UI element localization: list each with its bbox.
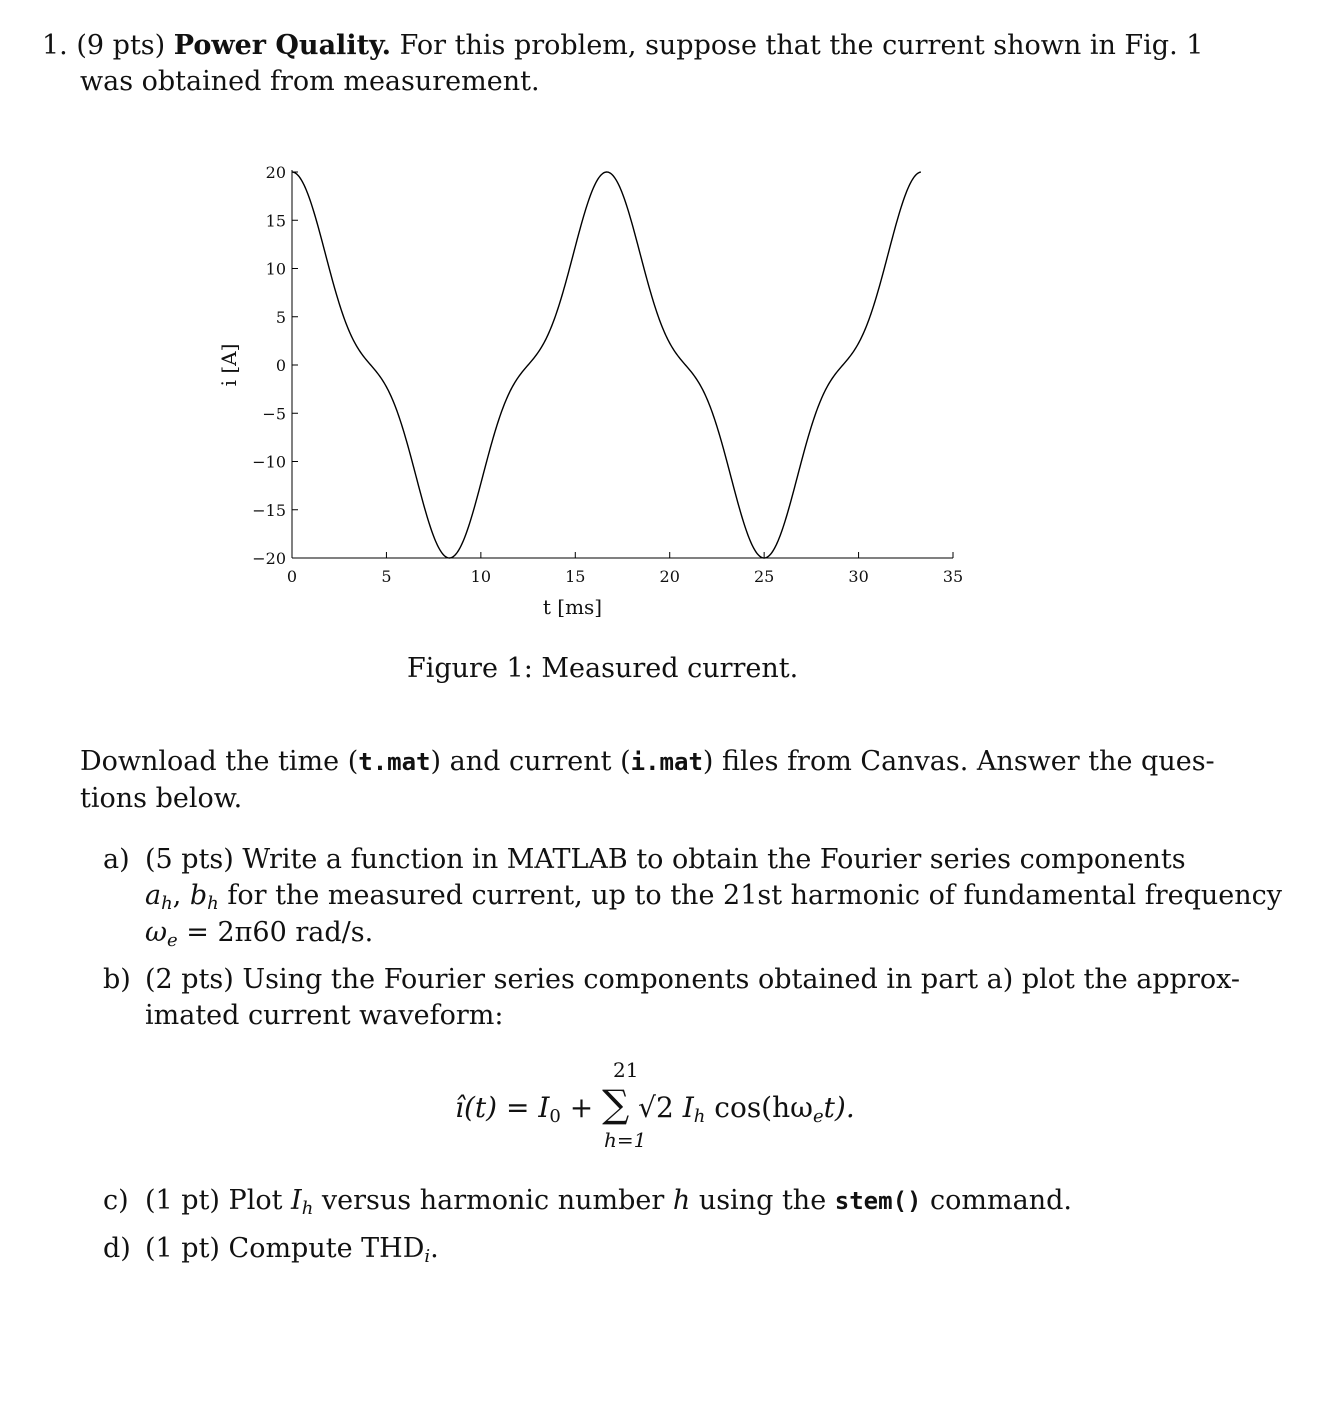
part-c-label: c) xyxy=(103,1185,129,1216)
i0-sub: 0 xyxy=(549,1106,561,1127)
part-d-line xyxy=(145,1231,439,1275)
omega-symbol: ω xyxy=(145,917,168,948)
part-a-line-3-text: = 2π60 rad/s. xyxy=(177,917,374,948)
y-tick-label: −10 xyxy=(252,452,286,472)
sum-sign: ∑ xyxy=(602,1082,630,1126)
y-tick-label: 5 xyxy=(275,307,286,327)
part-c-line xyxy=(145,1183,1072,1227)
part-d-text: (1 pt) Compute THD xyxy=(145,1233,425,1264)
sqrt-two: √2 xyxy=(638,1091,674,1124)
part-d-period: . xyxy=(430,1233,439,1264)
part-c-text-1: (1 pt) Plot xyxy=(145,1185,292,1216)
y-tick-label: −5 xyxy=(262,404,286,424)
x-tick-label: 5 xyxy=(381,567,392,586)
equation-plus: + xyxy=(560,1091,603,1124)
y-tick-label: 20 xyxy=(265,163,286,182)
x-tick-label: 0 xyxy=(286,567,298,586)
download-line-2: tions below. xyxy=(80,783,243,814)
part-c-text-2: versus harmonic number xyxy=(313,1185,673,1216)
problem-number: 1. xyxy=(42,30,68,61)
equation-tail: t). xyxy=(823,1091,855,1124)
problem-intro-1: For this problem, suppose that the current shown in Fig. 1 xyxy=(399,30,1204,61)
problem-line-1 xyxy=(42,28,1203,64)
part-a-line-2: $a_h$, $b_h$ for the measured current, up to the 21st harmonic of fundamental frequency xyxy=(145,880,1283,914)
part-c-text-4: command. xyxy=(921,1185,1072,1216)
c-i-h-symbol: I xyxy=(291,1185,302,1216)
fourier-equation xyxy=(455,1082,855,1127)
part-b-line-2: imated current waveform: xyxy=(145,1000,504,1031)
part-d-label: d) xyxy=(103,1233,131,1264)
c-i-h-sub: h xyxy=(301,1198,314,1219)
y-tick-label: 0 xyxy=(275,356,286,375)
current-waveform-line xyxy=(292,172,921,558)
part-c-text-3: using the xyxy=(690,1185,835,1216)
thd-i-sub: i xyxy=(424,1246,431,1267)
stem-command: stem() xyxy=(834,1187,922,1215)
i-file-name: i.mat xyxy=(630,748,703,776)
x-axis-label: t [ms] xyxy=(542,595,603,619)
y-tick-label: 15 xyxy=(265,211,286,231)
problem-points: (9 pts) xyxy=(76,30,166,61)
y-tick-label: −15 xyxy=(252,500,286,520)
omega-e-sub: e xyxy=(167,930,178,951)
a-h-sub: h xyxy=(161,893,173,914)
x-tick-label: 25 xyxy=(753,567,775,586)
t-file-name: t.mat xyxy=(358,748,431,776)
x-tick-label: 20 xyxy=(659,567,680,586)
i-h-symbol: I xyxy=(673,1091,694,1124)
figure-caption: Figure 1: Measured current. xyxy=(407,653,799,684)
x-tick-label: 30 xyxy=(848,567,869,586)
x-tick-label: 15 xyxy=(565,567,586,586)
sum-upper-limit: 21 xyxy=(613,1058,639,1082)
part-b-line-1: (2 pts) Using the Fourier series components obtained in part a) plot the approx- xyxy=(145,964,1240,995)
part-a-line-3 xyxy=(145,915,373,959)
y-tick-label: −20 xyxy=(252,549,286,568)
problem-title: Power Quality. xyxy=(173,30,392,61)
a-h-symbol: a xyxy=(145,880,162,911)
i-h-sub: h xyxy=(693,1106,706,1127)
y-axis-label: i [A] xyxy=(217,343,241,387)
y-tick-label: 10 xyxy=(265,259,286,279)
download-text-2: ) and current ( xyxy=(430,746,631,777)
part-a-label: a) xyxy=(103,844,130,875)
download-text-3: ) files from Canvas. Answer the ques- xyxy=(702,746,1215,777)
sum-lower-limit: h=1 xyxy=(604,1128,647,1152)
equation-lhs: î(t) = I xyxy=(455,1091,550,1124)
measured-current-chart xyxy=(200,150,980,630)
x-tick-label: 10 xyxy=(470,567,492,586)
b-h-symbol: b xyxy=(189,880,208,911)
part-a-line-1: (5 pts) Write a function in MATLAB to obtain the Fourier series components xyxy=(145,844,1186,875)
x-tick-label: 35 xyxy=(942,567,964,586)
download-line-1 xyxy=(80,744,1215,780)
problem-intro-2: was obtained from measurement. xyxy=(80,66,540,97)
part-a-line-2-text: for the measured current, up to the 21st harmonic of fundamental frequency xyxy=(218,880,1283,911)
cos-term: cos(hω xyxy=(705,1091,813,1124)
c-h-symbol: h xyxy=(672,1185,691,1216)
download-text-1: Download the time ( xyxy=(80,746,359,777)
part-b-label: b) xyxy=(103,964,131,995)
cos-e-sub: e xyxy=(812,1106,824,1127)
b-h-sub: h xyxy=(207,893,219,914)
